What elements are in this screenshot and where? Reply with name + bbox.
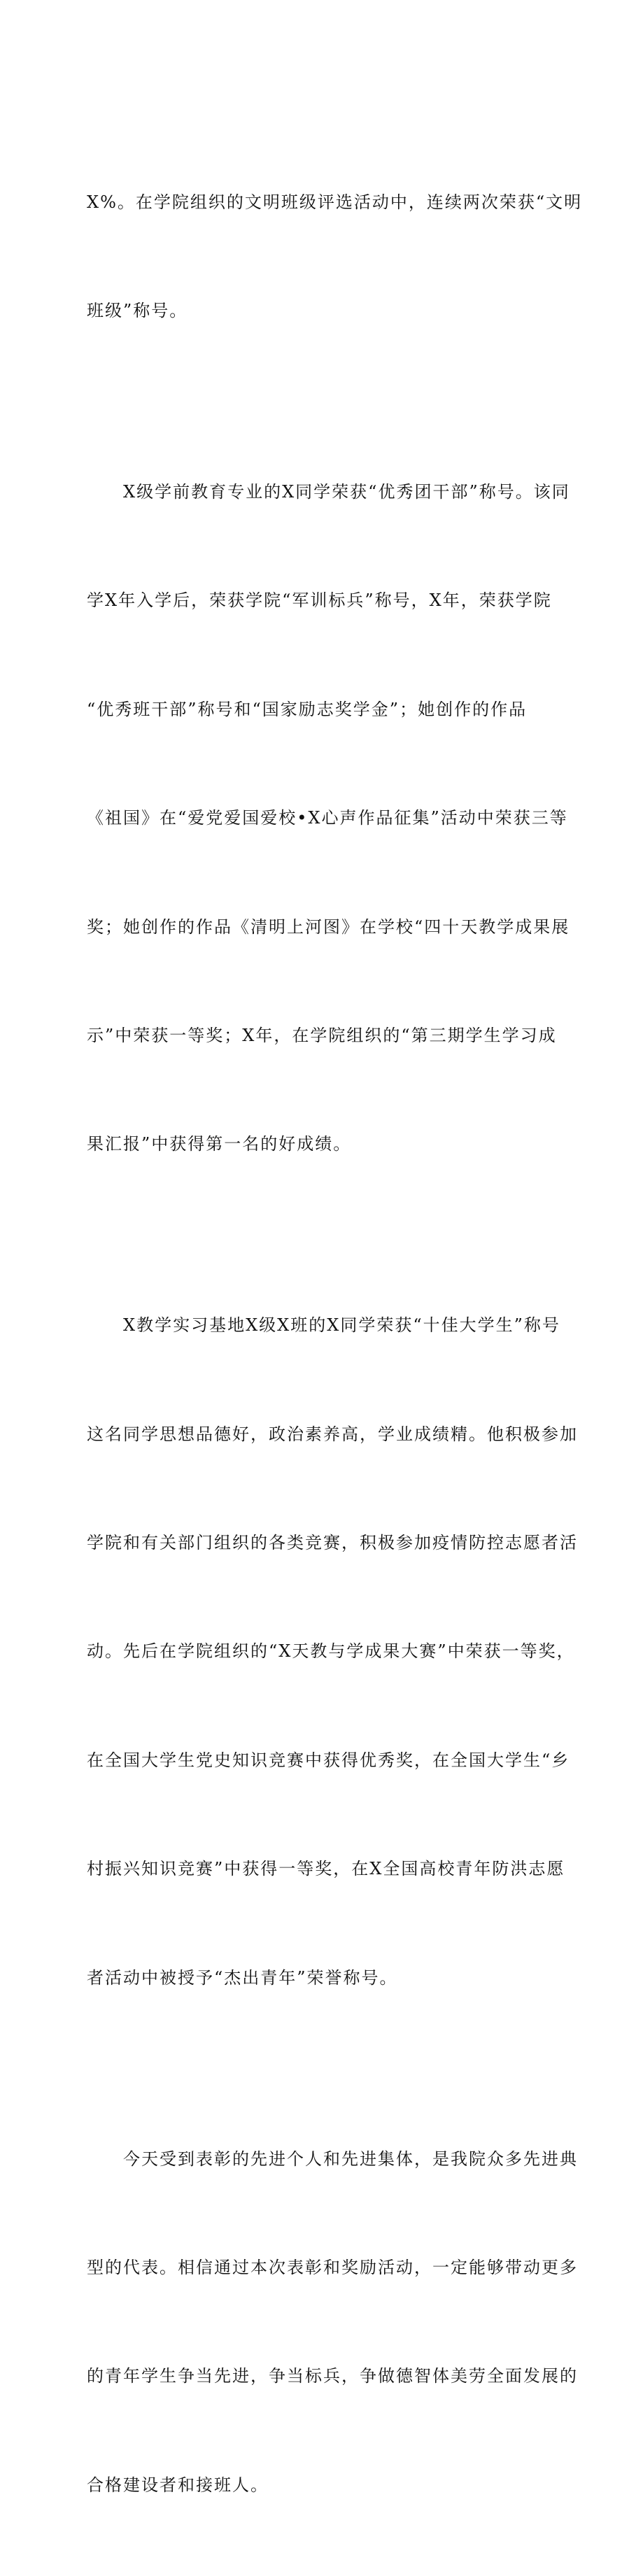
paragraph-line: 村振兴知识竞赛”中获得一等奖，在X全国高校青年防洪志愿 bbox=[87, 1859, 565, 1879]
paragraph-line: X教学实习基地X级X班的X同学荣获“十佳大学生”称号 bbox=[87, 1315, 560, 1336]
paragraph-line: 学X年入学后，荣获学院“军训标兵”称号，X年，荣获学院 bbox=[87, 590, 552, 611]
paragraph-3 bbox=[87, 1236, 578, 2069]
paragraph-line: 学院和有关部门组织的各类竞赛，积极参加疫情防控志愿者活 bbox=[87, 1533, 578, 1553]
paragraph-line: 动。先后在学院组织的“X天教与学成果大赛”中荣获一等奖， bbox=[87, 1641, 575, 1662]
paragraph-line: 的青年学生争当先进，争当标兵，争做德智体美劳全面发展的 bbox=[87, 2366, 578, 2386]
paragraph-line: 在全国大学生党史知识竞赛中获得优秀奖，在全国大学生“乡 bbox=[87, 1750, 570, 1770]
paragraph-line: 奖；她创作的作品《清明上河图》在学校“四十天教学成果展 bbox=[87, 917, 570, 937]
paragraph-line: 示”中荣获一等奖；X年，在学院组织的“第三期学生学习成 bbox=[87, 1025, 557, 1045]
paragraph-line: 今天受到表彰的先进个人和先进集体，是我院众多先进典 bbox=[87, 2149, 578, 2169]
paragraph-1 bbox=[87, 112, 583, 402]
paragraph-line: X%。在学院组织的文明班级评选活动中，连续两次荣获“文明 bbox=[87, 192, 583, 212]
paragraph-line: 合格建设者和接班人。 bbox=[87, 2475, 269, 2495]
paragraph-line: “优秀班干部”称号和“国家励志奖学金”；她创作的作品 bbox=[87, 699, 528, 719]
paragraph-line: 果汇报”中获得第一名的好成绩。 bbox=[87, 1134, 352, 1154]
paragraph-line: 者活动中被授予“杰出青年”荣誉称号。 bbox=[87, 1967, 398, 1988]
paragraph-4 bbox=[87, 2069, 578, 2576]
paragraph-line: 班级”称号。 bbox=[87, 300, 188, 320]
paragraph-line: 型的代表。相信通过本次表彰和奖励活动，一定能够带动更多 bbox=[87, 2258, 578, 2278]
document-body bbox=[87, 112, 583, 2576]
paragraph-2 bbox=[87, 402, 570, 1235]
paragraph-line: 这名同学思想品德好，政治素养高，学业成绩精。他积极参加 bbox=[87, 1424, 578, 1444]
paragraph-line: X级学前教育专业的X同学荣获“优秀团干部”称号。该同 bbox=[87, 481, 570, 502]
paragraph-line: 《祖国》在“爱党爱国爱校•X心声作品征集”活动中荣获三等 bbox=[87, 808, 568, 828]
